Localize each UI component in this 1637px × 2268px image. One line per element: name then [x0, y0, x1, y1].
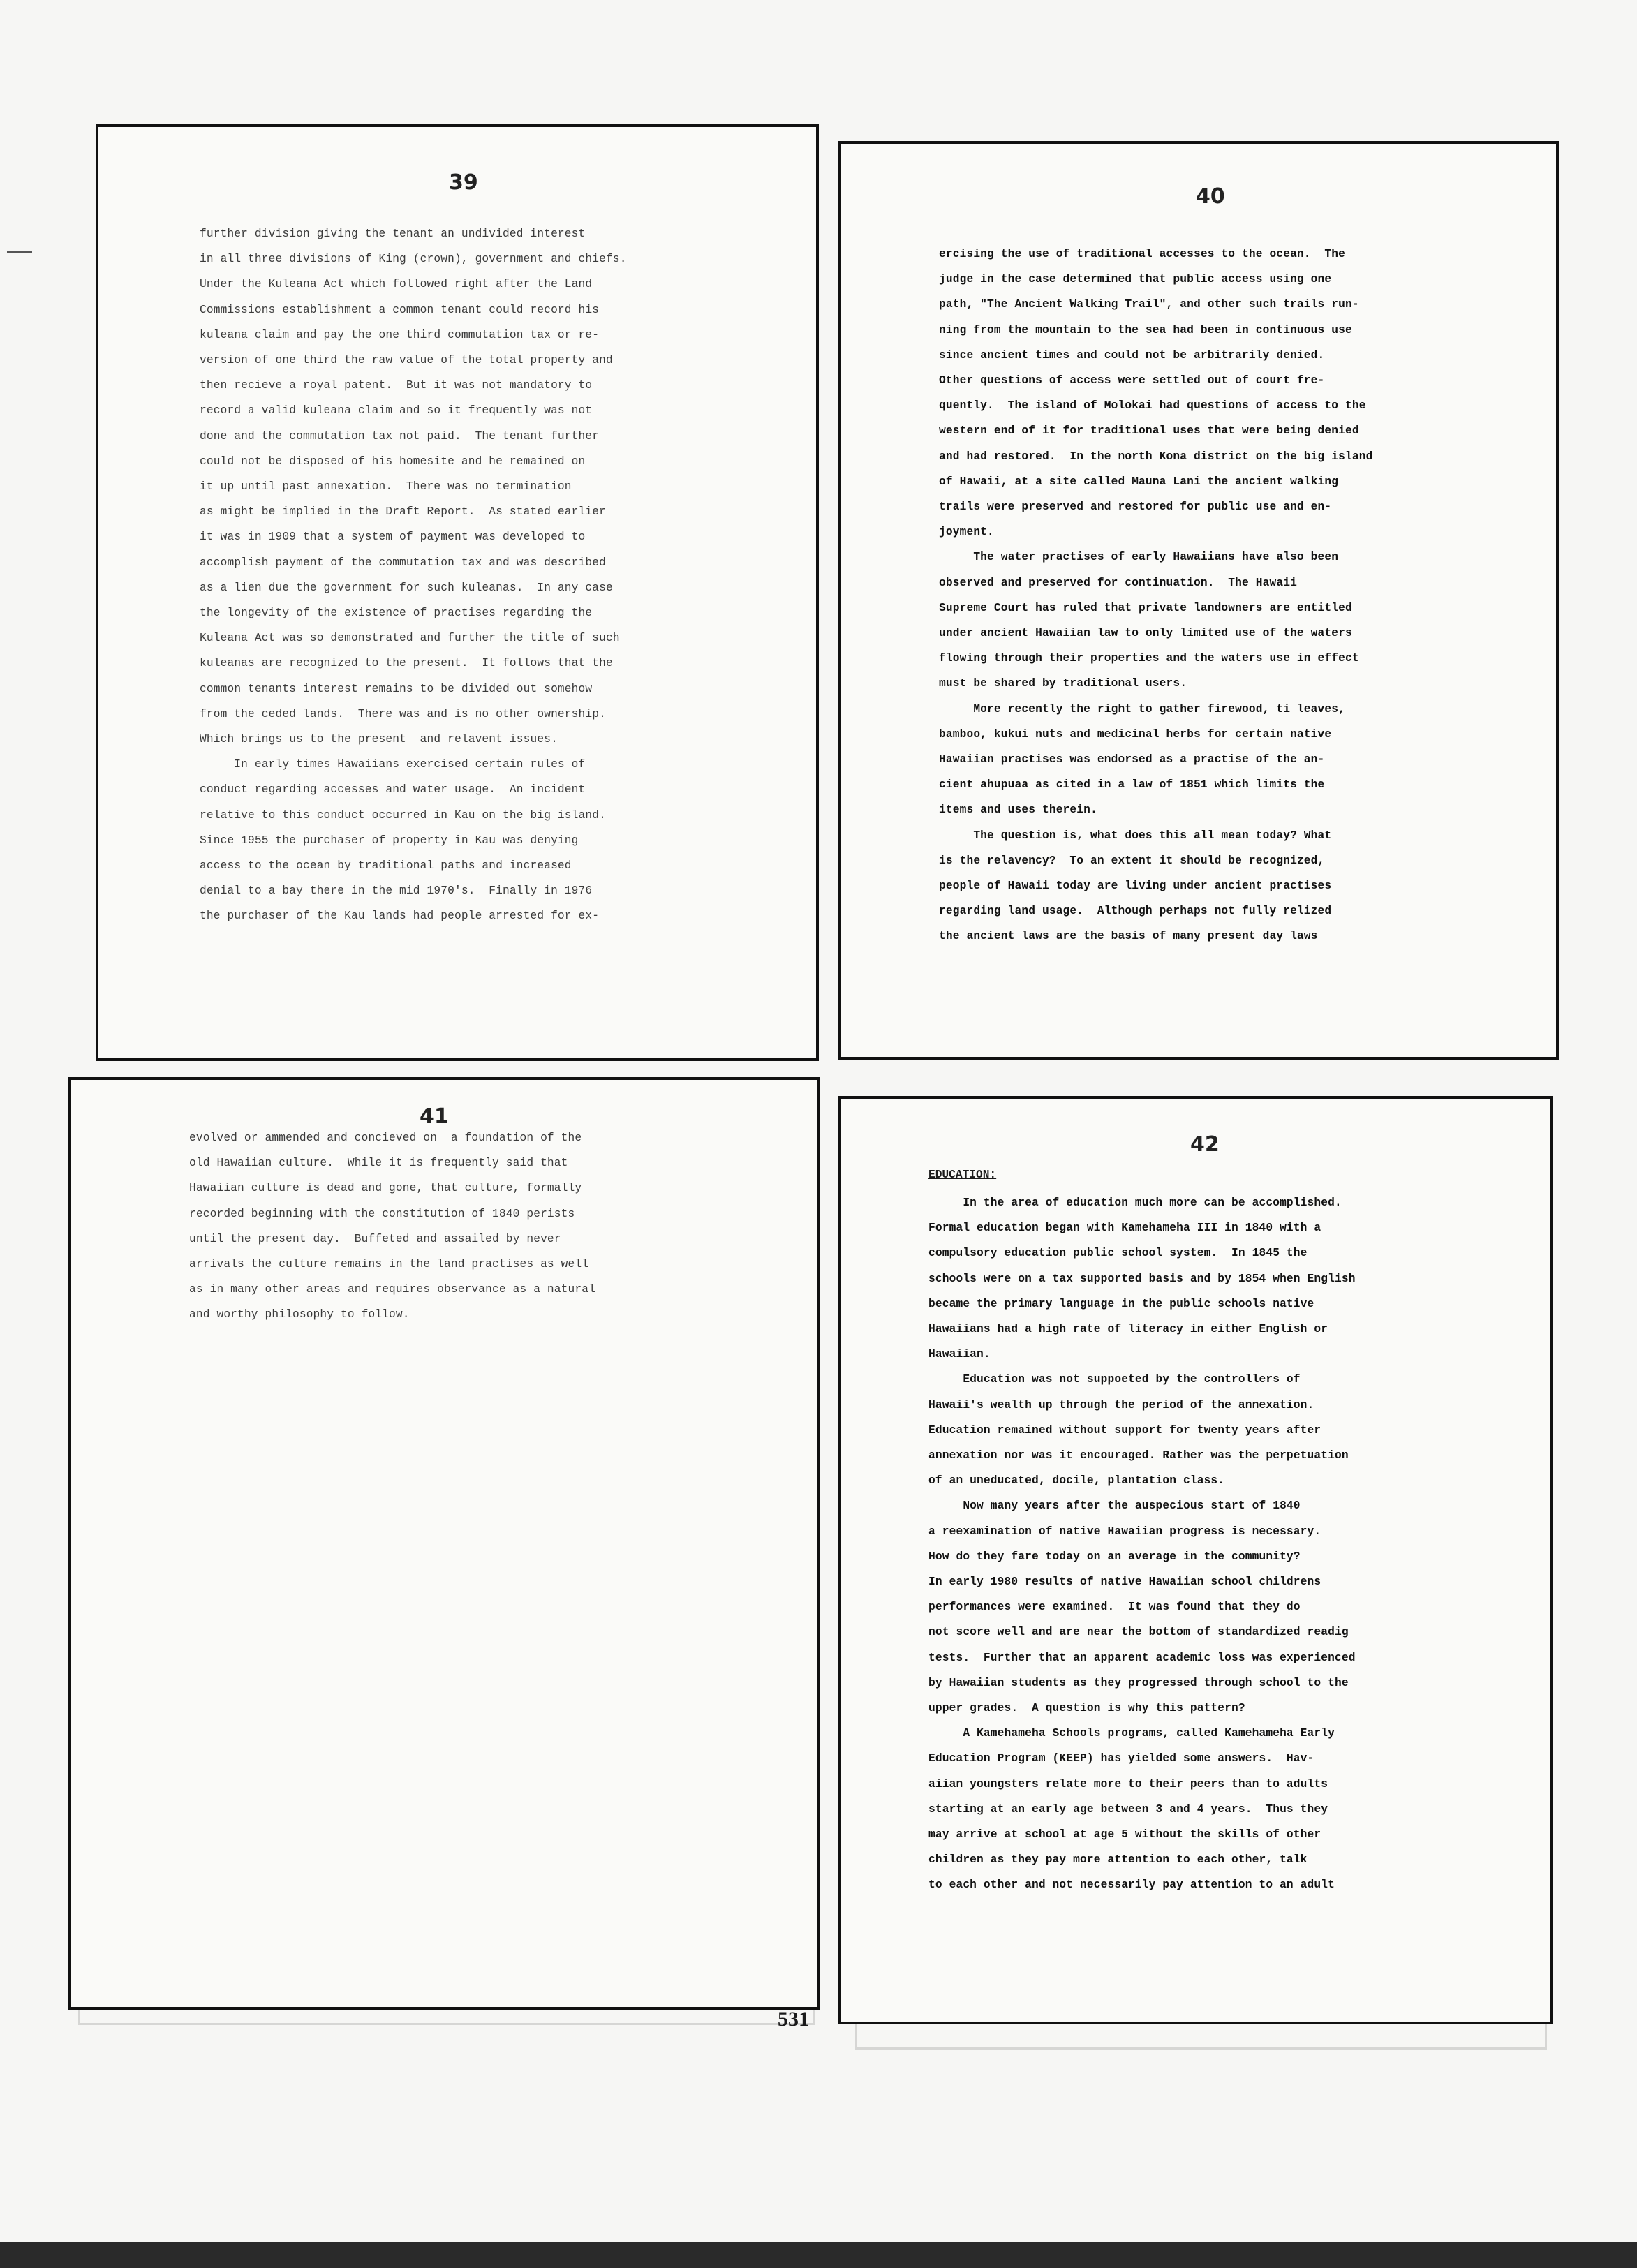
page-number: 42 [1190, 1132, 1220, 1157]
text-line: the longevity of the existence of practises regarding the [200, 607, 593, 620]
text-line: as in many other areas and requires observance as a natural [189, 1283, 595, 1296]
folio-number: 531 [778, 2008, 809, 2031]
text-line: Formal education began with Kamehameha III in 1840 with a [928, 1222, 1321, 1235]
text-line: is the relavency? To an extent it should be recognized, [939, 854, 1325, 867]
page-text [200, 221, 627, 929]
text-line: Education was not suppoeted by the controllers of [928, 1373, 1301, 1386]
text-line: as a lien due the government for such kuleanas. In any case [200, 581, 613, 594]
text-line: from the ceded lands. There was and is no other ownership. [200, 707, 606, 720]
text-line: common tenants interest remains to be divided out somehow [200, 682, 593, 695]
text-line: Education remained without support for twenty years after [928, 1423, 1321, 1437]
text-line: further division giving the tenant an undivided interest [200, 228, 586, 240]
text-line: Kuleana Act was so demonstrated and further the title of such [200, 632, 620, 645]
text-line: record a valid kuleana claim and so it frequently was not [200, 404, 593, 417]
page-text [189, 1125, 595, 1328]
text-line: may arrive at school at age 5 without the skills of other [928, 1828, 1321, 1841]
text-line: a reexamination of native Hawaiian progress is necessary. [928, 1525, 1321, 1538]
text-line: Hawaiian. [928, 1348, 991, 1361]
text-line: compulsory education public school system. In 1845 the [928, 1247, 1308, 1260]
text-line: children as they pay more attention to each other, talk [928, 1853, 1308, 1867]
text-line: and had restored. In the north Kona district on the big island [939, 450, 1373, 463]
text-line: until the present day. Buffeted and assailed by never [189, 1232, 561, 1245]
text-line: people of Hawaii today are living under ancient practises [939, 880, 1332, 893]
text-line: Hawaiian practises was endorsed as a practise of the an- [939, 753, 1325, 766]
text-line: regarding land usage. Although perhaps not fully relized [939, 905, 1332, 918]
text-line: to each other and not necessarily pay attention to an adult [928, 1878, 1335, 1892]
text-line: Education Program (KEEP) has yielded some answers. Hav- [928, 1752, 1314, 1765]
text-line: joyment. [939, 526, 994, 539]
text-line: performances were examined. It was found that they do [928, 1601, 1301, 1614]
text-line: Since 1955 the purchaser of property in Kau was denying [200, 833, 579, 847]
text-line: tests. Further that an apparent academic loss was experienced [928, 1651, 1356, 1664]
text-line: as might be implied in the Draft Report. As stated earlier [200, 505, 606, 519]
text-line: evolved or ammended and concieved on a foundation of the [189, 1132, 582, 1144]
text-line: starting at an early age between 3 and 4 years. Thus they [928, 1802, 1328, 1816]
text-line: In the area of education much more can be accomplished. [928, 1196, 1342, 1209]
text-line: access to the ocean by traditional paths and increased [200, 859, 572, 873]
text-line: kuleanas are recognized to the present. It follows that the [200, 657, 613, 670]
text-line: it was in 1909 that a system of payment was developed to [200, 531, 586, 544]
text-line: not score well and are near the bottom of standardized readig [928, 1626, 1349, 1639]
text-line: old Hawaiian culture. While it is frequently said that [189, 1157, 568, 1170]
page-number: 40 [1196, 184, 1225, 209]
text-line: done and the commutation tax not paid. The tenant further [200, 429, 600, 443]
text-line: Now many years after the auspecious start of 1840 [928, 1499, 1301, 1513]
text-line: denial to a bay there in the mid 1970's. Finally in 1976 [200, 884, 593, 898]
text-line: under ancient Hawaiian law to only limited use of the waters [939, 627, 1352, 640]
text-line: aiian youngsters relate more to their peers than to adults [928, 1777, 1328, 1791]
document-page-42 [838, 1096, 1553, 2024]
text-line: recorded beginning with the constitution of 1840 perists [189, 1207, 575, 1220]
text-line: How do they fare today on an average in the community? [928, 1550, 1301, 1563]
text-line: trails were preserved and restored for public use and en- [939, 501, 1332, 514]
text-line: flowing through their properties and the waters use in effect [939, 652, 1359, 665]
document-page-40 [838, 141, 1559, 1060]
text-line: upper grades. A question is why this pattern? [928, 1702, 1245, 1715]
text-line: The water practises of early Hawaiians have also been [939, 551, 1339, 564]
text-line: In early times Hawaiians exercised certain rules of [200, 758, 586, 771]
section-heading: EDUCATION: [928, 1169, 997, 1181]
text-line: by Hawaiian students as they progressed through school to the [928, 1676, 1349, 1689]
text-line: Hawaiian culture is dead and gone, that culture, formally [189, 1182, 582, 1195]
text-line: could not be disposed of his homesite and he remained on [200, 454, 586, 468]
text-line: observed and preserved for continuation. The Hawaii [939, 576, 1297, 589]
text-line: The question is, what does this all mean today? What [939, 829, 1332, 842]
text-line: since ancient times and could not be arbitrarily denied. [939, 348, 1325, 362]
text-line: and worthy philosophy to follow. [189, 1308, 410, 1321]
text-line: items and uses therein. [939, 803, 1097, 817]
text-line: kuleana claim and pay the one third commutation tax or re- [200, 328, 600, 341]
text-line: version of one third the raw value of the total property and [200, 354, 613, 367]
page-number: 39 [449, 170, 478, 195]
text-line: of an uneducated, docile, plantation class. [928, 1474, 1225, 1488]
page-number: 41 [420, 1104, 449, 1129]
text-line: Supreme Court has ruled that private landowners are entitled [939, 601, 1352, 614]
text-line: bamboo, kukui nuts and medicinal herbs for certain native [939, 727, 1332, 741]
text-line: Which brings us to the present and relavent issues. [200, 733, 558, 746]
text-line: relative to this conduct occurred in Kau on the big island. [200, 808, 606, 822]
text-line: judge in the case determined that public access using one [939, 273, 1332, 286]
text-line: the purchaser of the Kau lands had people arrested for ex- [200, 910, 600, 923]
text-line: schools were on a tax supported basis and by 1854 when English [928, 1272, 1356, 1285]
text-line: it up until past annexation. There was no termination [200, 480, 572, 494]
text-line: then recieve a royal patent. But it was not mandatory to [200, 379, 593, 392]
text-line: ning from the mountain to the sea had been in continuous use [939, 323, 1352, 336]
text-line: Commissions establishment a common tenant could record his [200, 303, 600, 316]
text-line: A Kamehameha Schools programs, called Kamehameha Early [928, 1727, 1335, 1740]
page-text [928, 1190, 1356, 1898]
text-line: path, "The Ancient Walking Trail", and other such trails run- [939, 298, 1359, 311]
text-line: in all three divisions of King (crown), government and chiefs. [200, 253, 627, 266]
text-line: must be shared by traditional users. [939, 677, 1187, 690]
document-page-39 [96, 124, 819, 1061]
text-line: Other questions of access were settled out of court fre- [939, 374, 1325, 387]
text-line: Under the Kuleana Act which followed right after the Land [200, 278, 593, 291]
text-line: In early 1980 results of native Hawaiian school childrens [928, 1576, 1321, 1589]
text-line: arrivals the culture remains in the land practises as well [189, 1258, 589, 1271]
text-line: More recently the right to gather firewood, ti leaves, [939, 702, 1345, 716]
text-line: the ancient laws are the basis of many present day laws [939, 930, 1318, 943]
text-line: quently. The island of Molokai had questions of access to the [939, 399, 1366, 413]
text-line: Hawaiians had a high rate of literacy in either English or [928, 1323, 1328, 1336]
scan-edge [0, 2242, 1637, 2268]
document-page-41 [68, 1077, 820, 2010]
text-line: cient ahupuaa as cited in a law of 1851 which limits the [939, 778, 1325, 792]
text-line: of Hawaii, at a site called Mauna Lani the ancient walking [939, 475, 1339, 488]
text-line: ercising the use of traditional accesses to the ocean. The [939, 248, 1345, 260]
text-line: became the primary language in the public schools native [928, 1297, 1314, 1310]
text-line: accomplish payment of the commutation tax and was described [200, 556, 606, 569]
page-text [939, 242, 1372, 949]
text-line: conduct regarding accesses and water usage. An incident [200, 783, 586, 796]
margin-mark [7, 251, 32, 253]
text-line: annexation nor was it encouraged. Rather was the perpetuation [928, 1449, 1349, 1462]
text-line: Hawaii's wealth up through the period of the annexation. [928, 1398, 1314, 1411]
text-line: western end of it for traditional uses that were being denied [939, 424, 1359, 438]
